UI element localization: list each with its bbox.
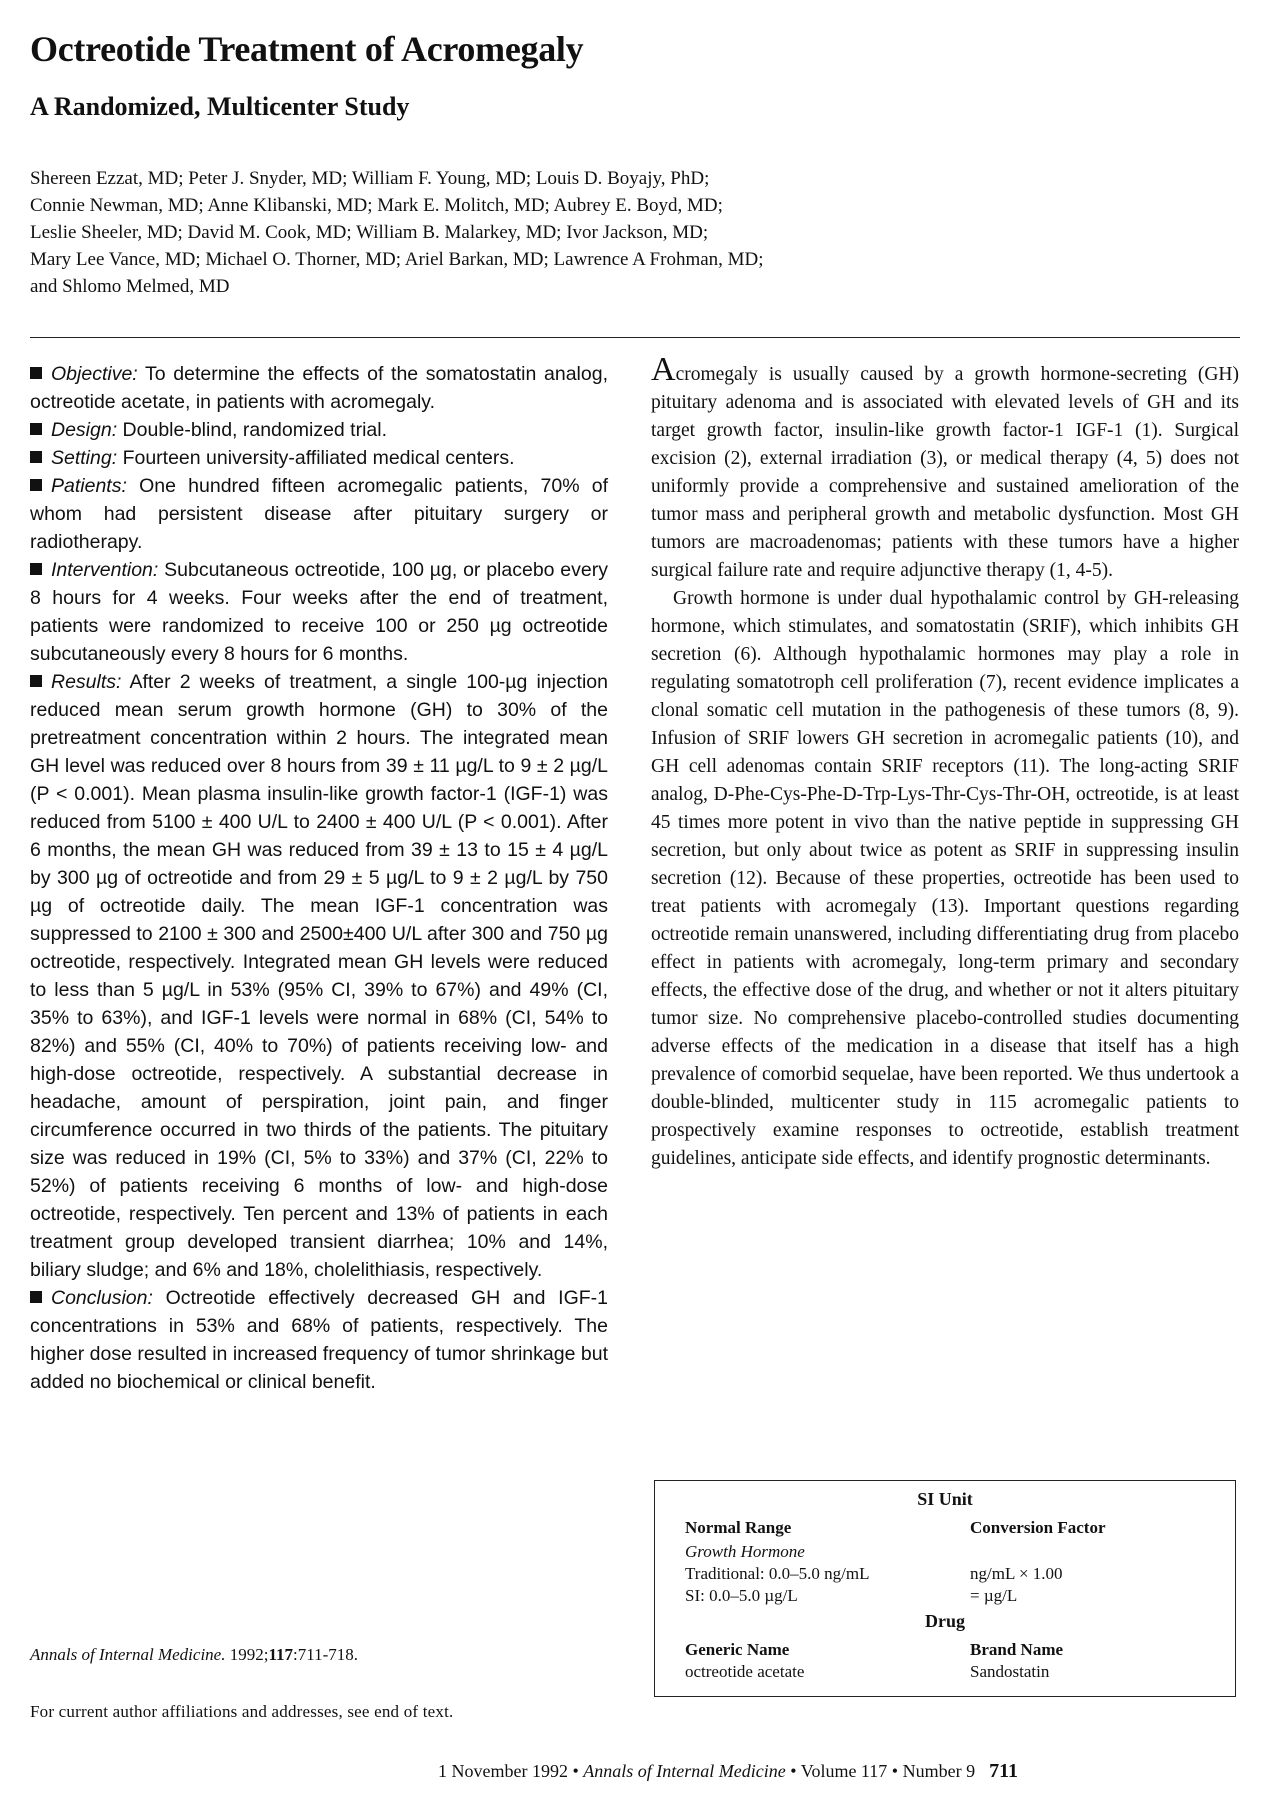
page-number: 711 xyxy=(989,1760,1018,1782)
author-line: and Shlomo Melmed, MD xyxy=(30,276,230,297)
footer-separator: • xyxy=(790,1761,797,1781)
author-list xyxy=(30,165,1070,300)
article-body xyxy=(651,351,1239,1173)
abstract-text: Double-blind, randomized trial. xyxy=(122,419,388,441)
author-line: Shereen Ezzat, MD; Peter J. Snyder, MD; William F. Young, MD; Louis D. Boyajy, PhD; xyxy=(30,168,710,189)
si-range: SI: 0.0–5.0 µg/L xyxy=(685,1586,798,1605)
bullet-square-icon xyxy=(30,1291,42,1303)
abstract-setting xyxy=(30,444,608,472)
footer-volume: Volume 117 xyxy=(800,1761,888,1781)
abstract-label: Design: xyxy=(51,419,118,441)
footer-separator: • xyxy=(891,1761,899,1781)
abstract-conclusion xyxy=(30,1284,608,1396)
abstract xyxy=(30,360,608,1396)
journal-citation xyxy=(30,1645,358,1665)
article-subtitle: A Randomized, Multicenter Study xyxy=(30,92,410,121)
abstract-text: One hundred fifteen acromegalic patients, 70% of whom had persistent disease after pituitary surgery or radiotherapy. xyxy=(30,475,609,553)
footer-number: Number 9 xyxy=(902,1761,976,1781)
citation-pages: :711-718. xyxy=(293,1645,359,1664)
abstract-label: Intervention: xyxy=(51,559,159,581)
header-divider xyxy=(30,337,1240,338)
abstract-label: Results: xyxy=(51,671,122,693)
footer-journal: Annals of Internal Medicine xyxy=(583,1761,786,1781)
bullet-square-icon xyxy=(30,479,42,491)
abstract-text: Subcutaneous octreotide, 100 µg, or placebo every 8 hours for 4 weeks. Four weeks after the end of treatment, patients were randomized to receive 100 or 250 µg octreotide subcutaneously every 8 hours for 6 months. xyxy=(30,559,608,665)
author-line: Leslie Sheeler, MD; David M. Cook, MD; William B. Malarkey, MD; Ivor Jackson, MD; xyxy=(30,222,709,243)
si-unit-heading: SI Unit xyxy=(917,1489,973,1509)
abstract-text: To determine the effects of the somatostatin analog, octreotide acetate, in patients with acromegaly. xyxy=(30,363,608,413)
brand-name-header: Brand Name xyxy=(970,1640,1064,1659)
affiliations-note: For current author affiliations and addresses, see end of text. xyxy=(30,1702,454,1721)
drop-cap: A xyxy=(651,351,676,388)
bullet-square-icon xyxy=(30,675,42,687)
abstract-patients xyxy=(30,472,608,556)
analyte-name: Growth Hormone xyxy=(685,1542,805,1561)
drug-heading: Drug xyxy=(925,1611,965,1631)
bullet-square-icon xyxy=(30,451,42,463)
abstract-label: Patients: xyxy=(51,475,127,497)
page-footer xyxy=(438,1760,1018,1783)
abstract-text: Fourteen university-affiliated medical centers. xyxy=(122,447,515,469)
abstract-design xyxy=(30,416,608,444)
bullet-square-icon xyxy=(30,423,42,435)
author-line: Mary Lee Vance, MD; Michael O. Thorner, MD; Ariel Barkan, MD; Lawrence A Frohman, MD; xyxy=(30,249,764,270)
abstract-label: Setting: xyxy=(51,447,118,469)
body-paragraph: Growth hormone is under dual hypothalamic control by GH-releasing hormone, which stimulates, and somatostatin (SRIF), which inhibits GH secretion (6). Although hypothalamic hormones may play a role in regulating somatotroph cell proliferation (7), recent evidence implicates a clonal somatic cell mutation in the pathogenesis of these tumors (8, 9). Infusion of SRIF lowers GH secretion in acromegalic patients (10), and GH cell adenomas contain SRIF receptors (11). The long-acting SRIF analog, D-Phe-Cys-Phe-D-Trp-Lys-Thr-Cys-Thr-OH, octreotide, is at least 45 times more potent in vivo than the native peptide in suppressing GH secretion, but only about twice as potent as SRIF in suppressing insulin secretion (12). Because of these properties, octreotide has been used to treat patients with acromegaly (13). Important questions regarding octreotide remain unanswered, including differentiating drug from placebo effect in patients with acromegaly, long-term primary and secondary effects, the effective dose of the drug, and whether or not it alters pituitary tumor size. No comprehensive placebo-controlled studies documenting adverse effects of the medication in a disease that itself has a high prevalence of comorbid sequelae, have been reported. We thus undertook a double-blinded, multicenter study in 115 acromegalic patients to prospectively examine responses to octreotide, establish treatment guidelines, anticipate side effects, and identify prognostic determinants. xyxy=(651,588,1239,1169)
abstract-objective xyxy=(30,360,608,416)
footer-separator: • xyxy=(572,1761,579,1781)
citation-volume: 117 xyxy=(268,1645,294,1664)
conversion-factor-header: Conversion Factor xyxy=(970,1518,1106,1537)
abstract-text: Octreotide effectively decreased GH and IGF-1 concentrations in 53% and 68% of patients, respectively. The higher dose resulted in increased frequency of tumor shrinkage but added no biochemical or clinical benefit. xyxy=(30,1287,608,1393)
article-title: Octreotide Treatment of Acromegaly xyxy=(30,29,584,69)
body-paragraph xyxy=(651,351,1239,585)
abstract-label: Objective: xyxy=(51,363,138,385)
si-unit-box xyxy=(654,1480,1236,1697)
bullet-square-icon xyxy=(30,563,42,575)
generic-name-header: Generic Name xyxy=(685,1640,790,1659)
body-text: cromegaly is usually caused by a growth hormone-secreting (GH) pituitary adenoma and is associated with elevated levels of GH and its target growth factor, insulin-like growth factor-1 IGF-1 (1). Surgical excision (2), external irradiation (3), or medical therapy (4, 5) does not uniformly provide a comprehensive and sustained amelioration of the tumor mass and peripheral growth and metabolic dysfunction. Most GH tumors are macroadenomas; patients with these tumors have a higher surgical failure rate and require adjunctive therapy (1, 4-5). xyxy=(651,364,1239,581)
author-line: Connie Newman, MD; Anne Klibanski, MD; Mark E. Molitch, MD; Aubrey E. Boyd, MD; xyxy=(30,195,723,216)
brand-name-value: Sandostatin xyxy=(970,1662,1050,1681)
normal-range-header: Normal Range xyxy=(685,1518,792,1537)
bullet-square-icon xyxy=(30,367,42,379)
citation-year: 1992; xyxy=(229,1645,269,1664)
abstract-label: Conclusion: xyxy=(51,1287,153,1309)
abstract-text: After 2 weeks of treatment, a single 100-µg injection reduced mean serum growth hormone (GH) to 30% of the pretreatment concentration within 2 hours. The integrated mean GH level was reduced over 8 hours from 39 ± 11 µg/L to 9 ± 2 µg/L (P < 0.001). Mean plasma insulin-like growth factor-1 (IGF-1) was reduced from 5100 ± 400 U/L to 2400 ± 400 U/L (P < 0.001). After 6 months, the mean GH was reduced from 39 ± 13 to 15 ± 4 µg/L by 300 µg of octreotide and from 29 ± 5 µg/L to 9 ± 2 µg/L by 750 µg of octreotide daily. The mean IGF-1 concentration was suppressed to 2100 ± 300 and 2500±400 U/L after 300 and 750 µg octreotide, respectively. Integrated mean GH levels were reduced to less than 5 µg/L in 53% (95% CI, 39% to 67%) and 49% (CI, 35% to 63%), and IGF-1 levels were normal in 68% (CI, 54% to 82%) and 55% (CI, 40% to 70%) of patients receiving low- and high-dose octreotide, respectively. A substantial decrease in headache, amount of perspiration, joint pain, and finger circumference occurred in two thirds of the patients. The pituitary size was reduced in 19% (CI, 5% to 33%) and 37% (CI, 22% to 52%) of patients receiving 6 months of low- and high-dose octreotide, respectively. Ten percent and 13% of patients in each treatment group developed transient diarrhea; 10% and 14%, biliary sludge; and 6% and 18%, cholelithiasis, respectively. xyxy=(30,671,608,1281)
conversion-result-unit: = µg/L xyxy=(970,1586,1018,1605)
abstract-intervention xyxy=(30,556,608,668)
conversion-factor-value: ng/mL × 1.00 xyxy=(970,1564,1063,1583)
abstract-results xyxy=(30,668,608,1284)
footer-date: 1 November 1992 xyxy=(438,1761,568,1781)
generic-name-value: octreotide acetate xyxy=(685,1662,805,1681)
citation-journal: Annals of Internal Medicine. xyxy=(30,1645,226,1664)
traditional-range: Traditional: 0.0–5.0 ng/mL xyxy=(685,1564,870,1583)
